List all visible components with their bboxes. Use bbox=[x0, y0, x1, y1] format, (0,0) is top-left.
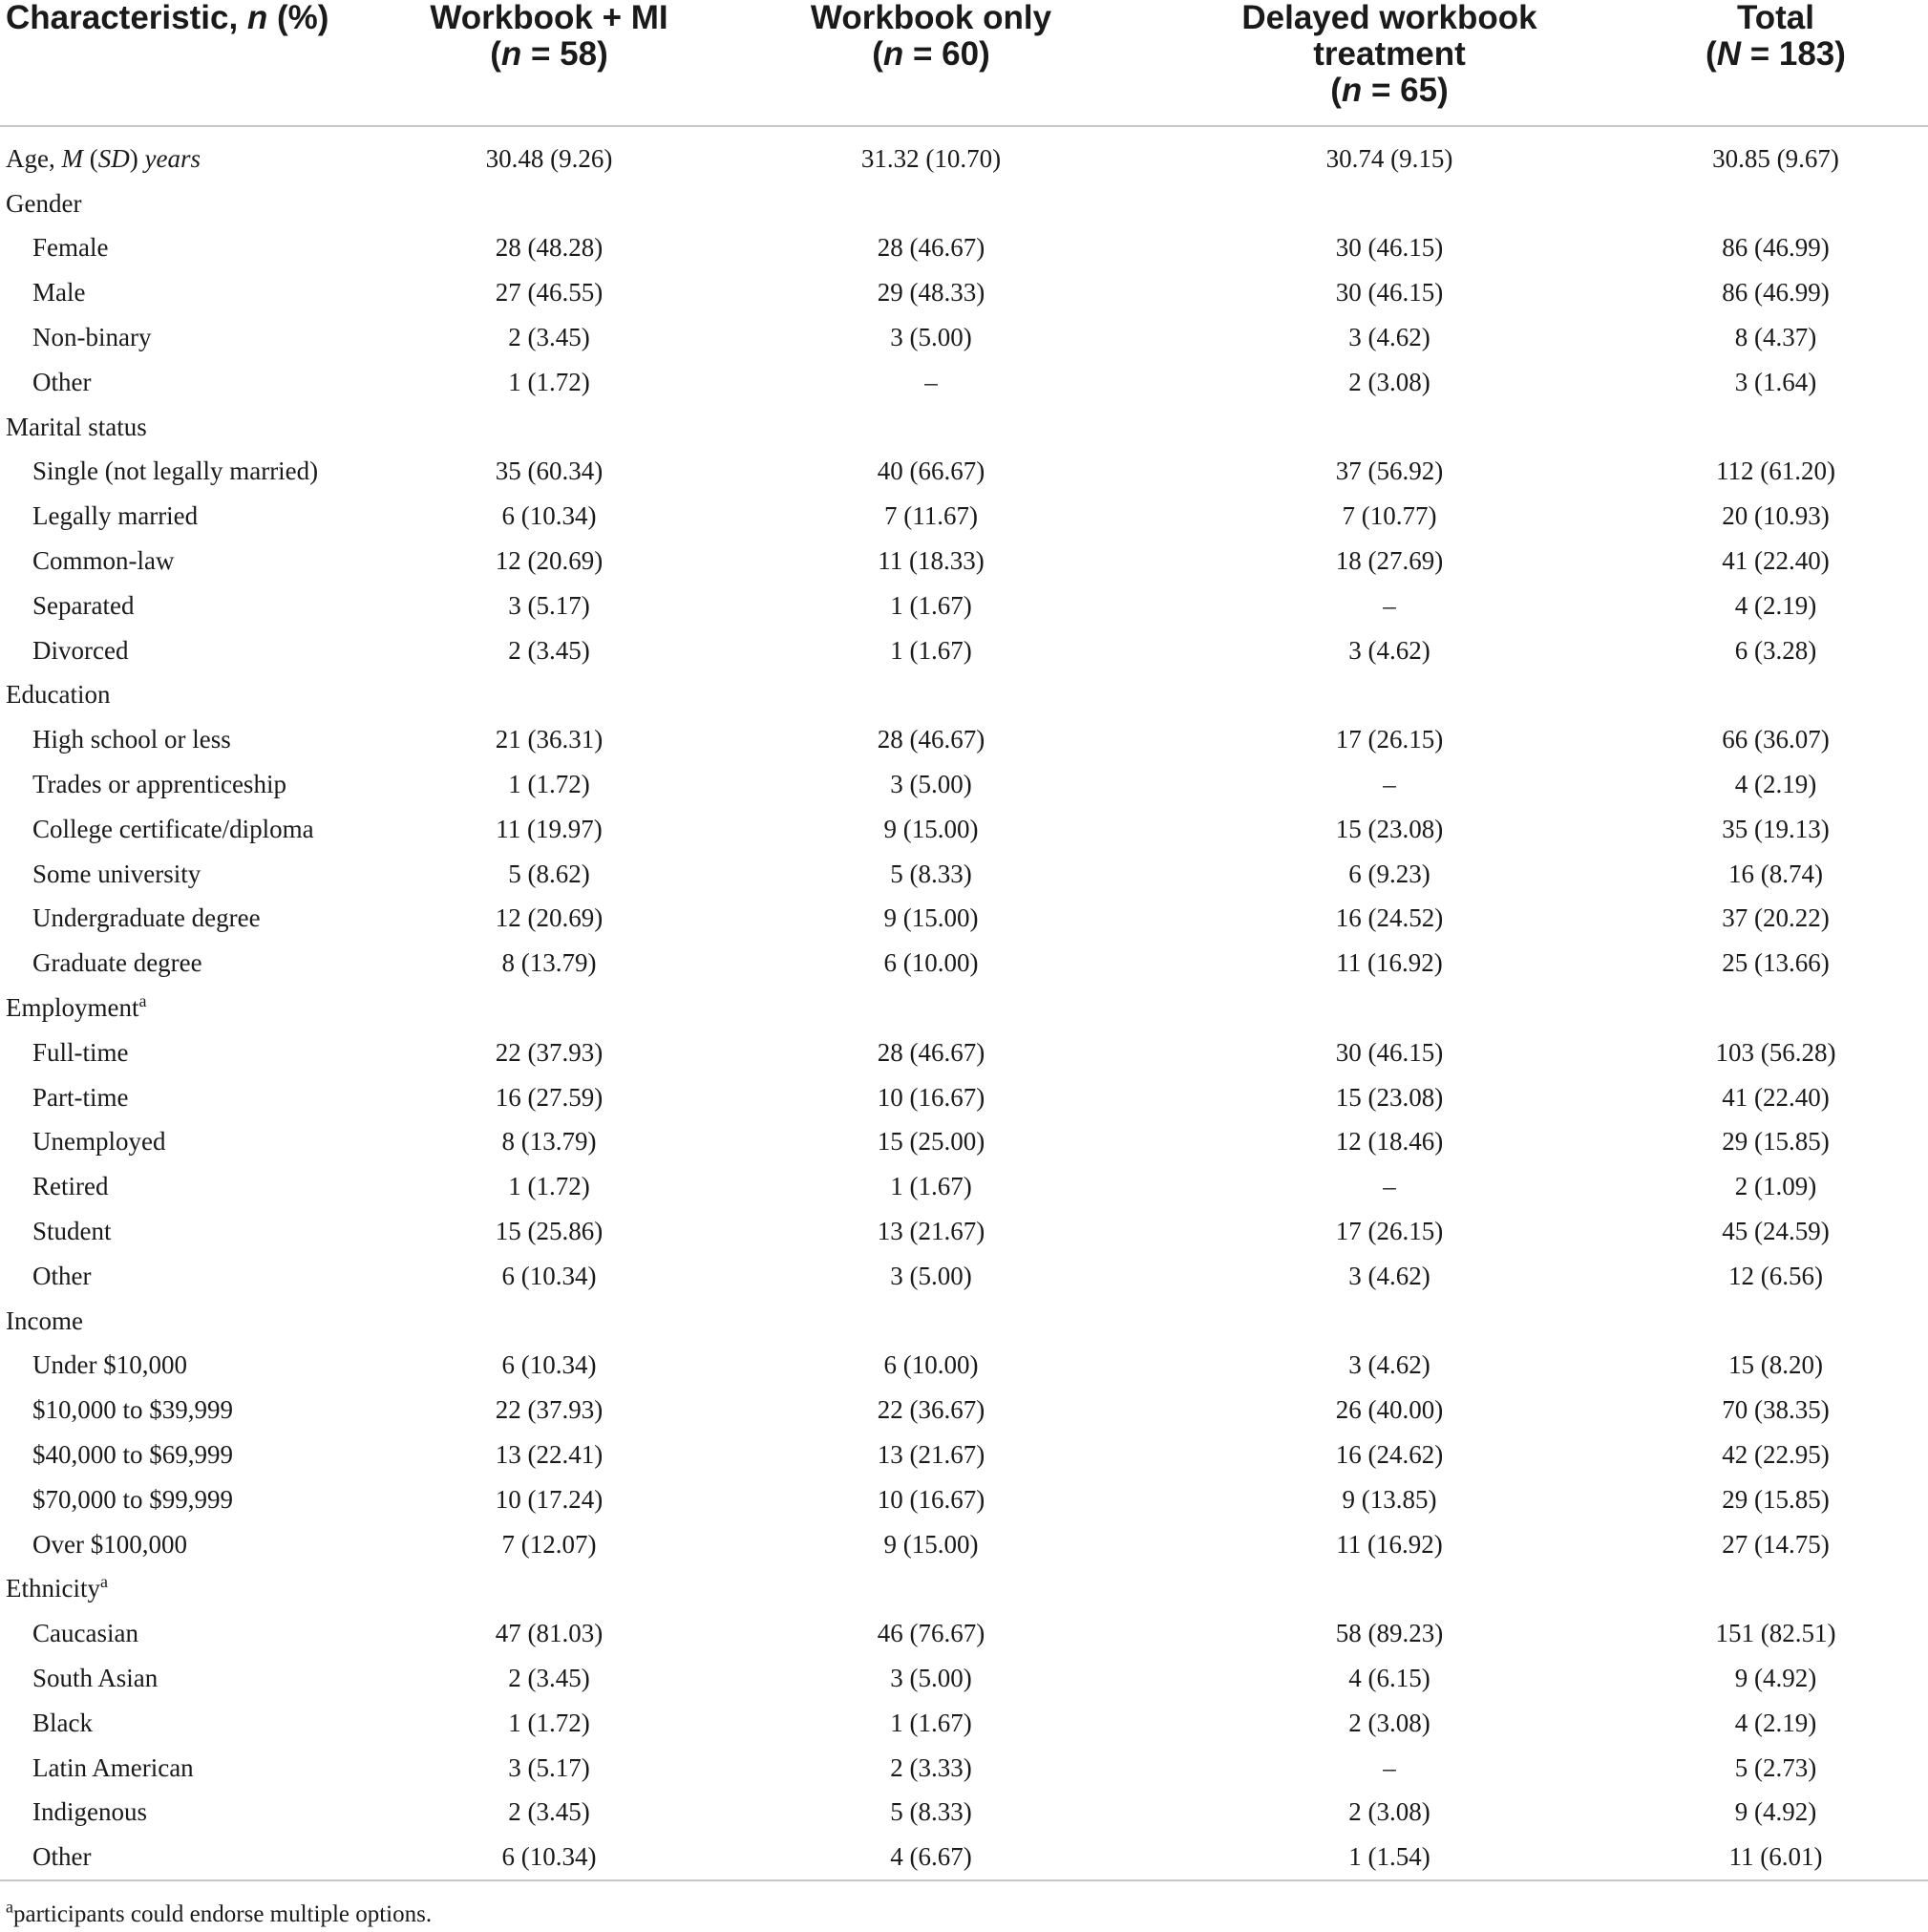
cell-col4: 35 (19.13) bbox=[1722, 814, 1830, 843]
cell-col2 bbox=[754, 673, 1136, 718]
cell-col3: 58 (89.23) bbox=[1335, 1619, 1444, 1648]
table-row bbox=[0, 1746, 1928, 1791]
cell-col4: 86 (46.99) bbox=[1722, 278, 1830, 308]
cell-col3: 2 (3.08) bbox=[1348, 367, 1430, 396]
row-label-text: Gender bbox=[6, 188, 82, 218]
section-row-education bbox=[0, 673, 1928, 718]
row-label-text: Trades or apprenticeship bbox=[32, 770, 286, 799]
row-label bbox=[0, 270, 401, 315]
row-label bbox=[0, 126, 401, 181]
header-total bbox=[1604, 0, 1928, 126]
cell-col3: 3 (4.62) bbox=[1348, 635, 1430, 665]
cell-col4: 42 (22.95) bbox=[1722, 1440, 1830, 1469]
table-row bbox=[0, 1522, 1928, 1567]
cell-col1: 21 (36.31) bbox=[495, 725, 604, 754]
cell-col3: 1 (1.54) bbox=[1136, 1835, 1604, 1880]
row-label bbox=[0, 1433, 401, 1477]
cell-col2: 28 (46.67) bbox=[877, 1037, 985, 1067]
cell-col4: 27 (14.75) bbox=[1722, 1529, 1830, 1559]
cell-col4: 15 (8.20) bbox=[1728, 1350, 1823, 1380]
header-total-line1: Total bbox=[1736, 0, 1814, 36]
cell-col1: 35 (60.34) bbox=[495, 456, 604, 486]
cell-col1: 7 (12.07) bbox=[501, 1529, 597, 1559]
cell-col3: 30.74 (9.15) bbox=[1325, 143, 1453, 173]
header-workbook-only-line2: (n = 60) bbox=[872, 35, 990, 73]
row-label-text: Common-law bbox=[32, 546, 175, 576]
cell-col3 bbox=[1136, 1567, 1604, 1612]
table-row bbox=[0, 897, 1928, 942]
row-label-text: High school or less bbox=[32, 725, 231, 754]
cell-col3: 17 (26.15) bbox=[1335, 725, 1444, 754]
row-label bbox=[0, 584, 401, 628]
row-label bbox=[0, 807, 401, 852]
row-label bbox=[0, 1254, 401, 1299]
cell-col1: 10 (17.24) bbox=[495, 1484, 604, 1514]
cell-col1: 28 (48.28) bbox=[495, 233, 604, 263]
row-label bbox=[0, 897, 401, 942]
cell-col3: 3 (4.62) bbox=[1348, 323, 1430, 352]
row-label bbox=[0, 315, 401, 360]
cell-col2 bbox=[754, 1299, 1136, 1344]
row-label-text: Graduate degree bbox=[32, 948, 202, 978]
cell-col4 bbox=[1604, 986, 1928, 1030]
cell-col2: 10 (16.67) bbox=[877, 1082, 985, 1112]
table-row bbox=[0, 1835, 1928, 1880]
footnote-ref: a bbox=[138, 991, 147, 1011]
cell-col4: 8 (4.37) bbox=[1734, 323, 1817, 352]
cell-col1: 27 (46.55) bbox=[495, 278, 604, 308]
row-label bbox=[0, 1790, 401, 1835]
cell-col4: 12 (6.56) bbox=[1728, 1261, 1823, 1290]
cell-col1: 1 (1.72) bbox=[508, 1172, 590, 1201]
cell-col3: – bbox=[1383, 1172, 1396, 1201]
row-label-text: Some university bbox=[32, 859, 201, 888]
cell-col1 bbox=[401, 673, 754, 718]
table-row bbox=[0, 494, 1928, 539]
cell-col4 bbox=[1604, 405, 1928, 450]
cell-col1: 13 (22.41) bbox=[495, 1440, 604, 1469]
cell-col4: 30.85 (9.67) bbox=[1712, 143, 1839, 173]
row-label-text: Under $10,000 bbox=[32, 1350, 187, 1380]
row-label-text: Other bbox=[32, 367, 92, 396]
table-row bbox=[0, 717, 1928, 762]
row-label bbox=[0, 1344, 401, 1389]
cell-col1 bbox=[401, 986, 754, 1030]
header-delayed-line2: treatment bbox=[1313, 35, 1466, 73]
section-row-employment bbox=[0, 986, 1928, 1030]
cell-col2: 1 (1.67) bbox=[890, 590, 972, 620]
cell-col2: 11 (18.33) bbox=[878, 546, 985, 576]
cell-col3: – bbox=[1383, 770, 1396, 799]
cell-col4: 5 (2.73) bbox=[1734, 1752, 1817, 1782]
row-label-text: Other bbox=[32, 1261, 92, 1290]
cell-col1: 6 (10.34) bbox=[501, 1261, 597, 1290]
section-label bbox=[0, 673, 401, 718]
cell-col3: 2 (3.08) bbox=[1348, 1708, 1430, 1737]
row-label bbox=[0, 1075, 401, 1120]
cell-col2: 1 (1.67) bbox=[890, 635, 972, 665]
row-label bbox=[0, 1209, 401, 1254]
cell-col1: 6 (10.34) bbox=[501, 1350, 597, 1380]
cell-col3: 30 (46.15) bbox=[1335, 278, 1444, 308]
header-delayed-treatment bbox=[1136, 0, 1604, 126]
cell-col2: 3 (5.00) bbox=[890, 770, 972, 799]
cell-col3: 2 (3.08) bbox=[1348, 1797, 1430, 1827]
cell-col3: 15 (23.08) bbox=[1335, 1082, 1444, 1112]
row-label bbox=[0, 494, 401, 539]
cell-col1: 15 (25.86) bbox=[495, 1217, 604, 1246]
cell-col3: 3 (4.62) bbox=[1348, 1261, 1430, 1290]
cell-col3: 18 (27.69) bbox=[1335, 546, 1444, 576]
cell-col4: 3 (1.64) bbox=[1734, 367, 1817, 396]
row-label-text: South Asian bbox=[32, 1663, 159, 1692]
cell-col1: 2 (3.45) bbox=[508, 635, 590, 665]
section-row-marital-status bbox=[0, 405, 1928, 450]
row-label bbox=[0, 1388, 401, 1433]
header-workbook-only-line1: Workbook only bbox=[810, 0, 1052, 36]
cell-col1: 1 (1.72) bbox=[508, 770, 590, 799]
cell-col1 bbox=[401, 405, 754, 450]
header-workbook-mi-line1: Workbook + MI bbox=[430, 0, 668, 36]
table-row bbox=[0, 628, 1928, 673]
row-label-text: Student bbox=[32, 1217, 112, 1246]
row-label bbox=[0, 1030, 401, 1075]
cell-col4: 29 (15.85) bbox=[1722, 1484, 1830, 1514]
cell-col4: 70 (38.35) bbox=[1722, 1395, 1830, 1425]
cell-col2: 5 (8.33) bbox=[890, 1797, 972, 1827]
row-label-text: Education bbox=[6, 680, 111, 710]
table-row bbox=[0, 1433, 1928, 1477]
cell-col3: 16 (24.52) bbox=[1335, 903, 1444, 933]
cell-col1: 3 (5.17) bbox=[508, 590, 590, 620]
cell-col3: – bbox=[1383, 590, 1396, 620]
table-row bbox=[0, 852, 1928, 897]
cell-col3: 9 (13.85) bbox=[1342, 1484, 1437, 1514]
cell-col1: 6 (10.34) bbox=[401, 1835, 754, 1880]
footnote-ref: a bbox=[99, 1572, 108, 1592]
row-label bbox=[0, 1164, 401, 1209]
cell-col4: 37 (20.22) bbox=[1722, 903, 1830, 933]
cell-col2 bbox=[754, 986, 1136, 1030]
header-total-line2: (N = 183) bbox=[1706, 35, 1846, 73]
table-row bbox=[0, 1075, 1928, 1120]
cell-col2: 15 (25.00) bbox=[877, 1127, 985, 1157]
table-row bbox=[0, 1344, 1928, 1389]
cell-col3: 30 (46.15) bbox=[1335, 1037, 1444, 1067]
cell-col2: 40 (66.67) bbox=[877, 456, 985, 486]
table-row bbox=[0, 1701, 1928, 1746]
row-label bbox=[0, 1522, 401, 1567]
cell-col2: 6 (10.00) bbox=[883, 1350, 979, 1380]
row-label-text: Undergraduate degree bbox=[32, 903, 261, 933]
cell-col1: 22 (37.93) bbox=[495, 1395, 604, 1425]
row-label-text: Separated bbox=[32, 590, 135, 620]
cell-col2: 22 (36.67) bbox=[877, 1395, 985, 1425]
row-label bbox=[0, 1746, 401, 1791]
cell-col1: 16 (27.59) bbox=[495, 1082, 604, 1112]
row-label-text: Ethnicity bbox=[6, 1574, 100, 1603]
table-row bbox=[0, 1790, 1928, 1835]
cell-col2: 28 (46.67) bbox=[877, 233, 985, 263]
table-row bbox=[0, 270, 1928, 315]
row-label bbox=[0, 762, 401, 807]
row-label-text: Age, M (SD) years bbox=[6, 143, 201, 173]
cell-col4: 9 (4.92) bbox=[1734, 1663, 1817, 1692]
cell-col3: 30 (46.15) bbox=[1335, 233, 1444, 263]
cell-col3 bbox=[1136, 673, 1604, 718]
row-label bbox=[0, 450, 401, 495]
cell-col2 bbox=[754, 181, 1136, 226]
row-label-text: Other bbox=[32, 1842, 92, 1872]
cell-col3: 16 (24.62) bbox=[1335, 1440, 1444, 1469]
cell-col4: 66 (36.07) bbox=[1722, 725, 1830, 754]
footnote-marker: a bbox=[6, 1897, 13, 1917]
cell-col1: 1 (1.72) bbox=[508, 1708, 590, 1737]
cell-col2: 28 (46.67) bbox=[877, 725, 985, 754]
cell-col3: – bbox=[1383, 1752, 1396, 1782]
cell-col2 bbox=[754, 405, 1136, 450]
header-characteristic-text: Characteristic, n (%) bbox=[6, 0, 329, 36]
cell-col4: 4 (2.19) bbox=[1734, 1708, 1817, 1737]
cell-col1: 8 (13.79) bbox=[501, 948, 597, 978]
cell-col2: 1 (1.67) bbox=[890, 1708, 972, 1737]
table-row bbox=[0, 941, 1928, 986]
cell-col1: 12 (20.69) bbox=[495, 903, 604, 933]
table-row bbox=[0, 1030, 1928, 1075]
row-label-text: Unemployed bbox=[32, 1127, 166, 1157]
row-label bbox=[0, 539, 401, 584]
cell-col2: 3 (5.00) bbox=[890, 1261, 972, 1290]
cell-col1: 47 (81.03) bbox=[495, 1619, 604, 1648]
cell-col4: 86 (46.99) bbox=[1722, 233, 1830, 263]
row-label-text: Non-binary bbox=[32, 323, 152, 352]
row-label-text: Indigenous bbox=[32, 1797, 147, 1827]
cell-col3: 6 (9.23) bbox=[1348, 859, 1430, 888]
cell-col2: – bbox=[924, 367, 938, 396]
cell-col4: 20 (10.93) bbox=[1722, 501, 1830, 531]
header-workbook-mi-line2: (n = 58) bbox=[490, 35, 608, 73]
cell-col2: 31.32 (10.70) bbox=[860, 143, 1002, 173]
table-row bbox=[0, 450, 1928, 495]
row-label-text: Part-time bbox=[32, 1082, 129, 1112]
cell-col4 bbox=[1604, 1299, 1928, 1344]
cell-col1: 6 (10.34) bbox=[501, 501, 597, 531]
row-label-text: Income bbox=[6, 1306, 83, 1335]
row-label-text: $70,000 to $99,999 bbox=[32, 1484, 234, 1514]
cell-col2: 10 (16.67) bbox=[877, 1484, 985, 1514]
cell-col2: 9 (15.00) bbox=[883, 814, 979, 843]
cell-col3: 37 (56.92) bbox=[1335, 456, 1444, 486]
section-row-ethnicity bbox=[0, 1567, 1928, 1612]
cell-col4 bbox=[1604, 673, 1928, 718]
table-row bbox=[0, 1477, 1928, 1522]
cell-col1: 5 (8.62) bbox=[508, 859, 590, 888]
row-label-text: Single (not legally married) bbox=[32, 456, 319, 486]
header-workbook-mi bbox=[401, 0, 754, 126]
row-label-text: Retired bbox=[32, 1172, 109, 1201]
row-label bbox=[0, 1835, 401, 1880]
cell-col4: 151 (82.51) bbox=[1715, 1619, 1836, 1648]
cell-col3: 3 (4.62) bbox=[1348, 1350, 1430, 1380]
row-label-text: Legally married bbox=[32, 501, 199, 531]
cell-col4: 112 (61.20) bbox=[1716, 456, 1835, 486]
row-label-text: Over $100,000 bbox=[32, 1529, 187, 1559]
cell-col4: 25 (13.66) bbox=[1722, 948, 1830, 978]
row-label-text: Black bbox=[32, 1708, 93, 1737]
cell-col1: 8 (13.79) bbox=[501, 1127, 597, 1157]
cell-col1: 2 (3.45) bbox=[508, 323, 590, 352]
header-row bbox=[0, 0, 1928, 126]
cell-col4: 4 (2.19) bbox=[1734, 590, 1817, 620]
table-row bbox=[0, 762, 1928, 807]
cell-col1: 12 (20.69) bbox=[495, 546, 604, 576]
row-label-text: $10,000 to $39,999 bbox=[32, 1395, 234, 1425]
cell-col2: 29 (48.33) bbox=[877, 278, 985, 308]
cell-col4: 6 (3.28) bbox=[1734, 635, 1817, 665]
cell-col2: 7 (11.67) bbox=[884, 501, 978, 531]
header-workbook-only bbox=[754, 0, 1136, 126]
cell-col4: 29 (15.85) bbox=[1722, 1127, 1830, 1157]
cell-col3 bbox=[1136, 1299, 1604, 1344]
cell-col2: 4 (6.67) bbox=[754, 1835, 1136, 1880]
table-row bbox=[0, 1120, 1928, 1165]
table-row bbox=[0, 126, 1928, 181]
table-row bbox=[0, 360, 1928, 405]
section-row-gender bbox=[0, 181, 1928, 226]
cell-col4: 11 (6.01) bbox=[1604, 1835, 1928, 1880]
cell-col3: 4 (6.15) bbox=[1348, 1663, 1430, 1692]
cell-col1: 2 (3.45) bbox=[508, 1797, 590, 1827]
cell-col1 bbox=[401, 1299, 754, 1344]
table-row bbox=[0, 584, 1928, 628]
cell-col1: 1 (1.72) bbox=[508, 367, 590, 396]
row-label bbox=[0, 1701, 401, 1746]
cell-col3: 11 (16.92) bbox=[1336, 948, 1443, 978]
table-row bbox=[0, 226, 1928, 271]
cell-col1 bbox=[401, 181, 754, 226]
cell-col1 bbox=[401, 1567, 754, 1612]
cell-col1: 2 (3.45) bbox=[508, 1663, 590, 1692]
table-row bbox=[0, 315, 1928, 360]
table-row bbox=[0, 1611, 1928, 1656]
cell-col2: 3 (5.00) bbox=[890, 1663, 972, 1692]
table-row bbox=[0, 539, 1928, 584]
row-label bbox=[0, 1611, 401, 1656]
row-label-text: Employment bbox=[6, 993, 139, 1023]
table-row bbox=[0, 1388, 1928, 1433]
cell-col4: 45 (24.59) bbox=[1722, 1217, 1830, 1246]
table-body bbox=[0, 126, 1928, 1880]
cell-col2: 9 (15.00) bbox=[883, 903, 979, 933]
row-label bbox=[0, 1656, 401, 1701]
cell-col4 bbox=[1604, 181, 1928, 226]
cell-col3: 15 (23.08) bbox=[1335, 814, 1444, 843]
row-label bbox=[0, 226, 401, 271]
section-row-income bbox=[0, 1299, 1928, 1344]
cell-col4: 103 (56.28) bbox=[1715, 1037, 1836, 1067]
cell-col3: 26 (40.00) bbox=[1335, 1395, 1444, 1425]
footnote-text: participants could endorse multiple options. bbox=[13, 1901, 433, 1927]
section-label bbox=[0, 181, 401, 226]
cell-col4: 41 (22.40) bbox=[1722, 1082, 1830, 1112]
cell-col2 bbox=[754, 1567, 1136, 1612]
section-label bbox=[0, 1567, 401, 1612]
cell-col1: 30.48 (9.26) bbox=[485, 143, 613, 173]
row-label-text: Marital status bbox=[6, 412, 147, 441]
cell-col3: 12 (18.46) bbox=[1335, 1127, 1444, 1157]
row-label-text: Latin American bbox=[32, 1752, 194, 1782]
table-row bbox=[0, 1656, 1928, 1701]
row-label bbox=[0, 852, 401, 897]
cell-col2: 6 (10.00) bbox=[883, 948, 979, 978]
cell-col4 bbox=[1604, 1567, 1928, 1612]
cell-col2: 5 (8.33) bbox=[890, 859, 972, 888]
section-label bbox=[0, 986, 401, 1030]
row-label bbox=[0, 360, 401, 405]
row-label-text: Female bbox=[32, 233, 109, 263]
cell-col2: 2 (3.33) bbox=[890, 1752, 972, 1782]
cell-col2: 1 (1.67) bbox=[890, 1172, 972, 1201]
cell-col3: 7 (10.77) bbox=[1342, 501, 1437, 531]
cell-col4: 16 (8.74) bbox=[1728, 859, 1823, 888]
row-label-text: Divorced bbox=[32, 635, 129, 665]
cell-col2: 46 (76.67) bbox=[877, 1619, 985, 1648]
section-label bbox=[0, 1299, 401, 1344]
cell-col1: 22 (37.93) bbox=[495, 1037, 604, 1067]
header-delayed-line1: Delayed workbook bbox=[1241, 0, 1537, 36]
table-row bbox=[0, 807, 1928, 852]
cell-col3: 11 (16.92) bbox=[1336, 1529, 1443, 1559]
cell-col4: 41 (22.40) bbox=[1722, 546, 1830, 576]
row-label bbox=[0, 941, 401, 986]
cell-col2: 13 (21.67) bbox=[877, 1217, 985, 1246]
cell-col3: 17 (26.15) bbox=[1335, 1217, 1444, 1246]
row-label-text: $40,000 to $69,999 bbox=[32, 1440, 234, 1469]
table-footnote bbox=[6, 1897, 433, 1929]
cell-col3 bbox=[1136, 986, 1604, 1030]
row-label-text: Caucasian bbox=[32, 1619, 138, 1648]
cell-col2: 13 (21.67) bbox=[877, 1440, 985, 1469]
row-label bbox=[0, 717, 401, 762]
cell-col4: 2 (1.09) bbox=[1734, 1172, 1817, 1201]
row-label-text: Male bbox=[32, 278, 86, 308]
cell-col1: 3 (5.17) bbox=[508, 1752, 590, 1782]
table-row bbox=[0, 1164, 1928, 1209]
cell-col4: 9 (4.92) bbox=[1734, 1797, 1817, 1827]
cell-col3 bbox=[1136, 405, 1604, 450]
table-row bbox=[0, 1254, 1928, 1299]
row-label bbox=[0, 1477, 401, 1522]
header-delayed-line3: (n = 65) bbox=[1330, 72, 1449, 109]
table-header bbox=[0, 0, 1928, 126]
cell-col3 bbox=[1136, 181, 1604, 226]
row-label-text: College certificate/diploma bbox=[32, 814, 314, 843]
cell-col2: 3 (5.00) bbox=[890, 323, 972, 352]
cell-col2: 9 (15.00) bbox=[883, 1529, 979, 1559]
table-row bbox=[0, 1209, 1928, 1254]
row-label bbox=[0, 1120, 401, 1165]
row-label bbox=[0, 628, 401, 673]
cell-col1: 11 (19.97) bbox=[496, 814, 603, 843]
section-label bbox=[0, 405, 401, 450]
cell-col4: 4 (2.19) bbox=[1734, 770, 1817, 799]
header-characteristic bbox=[0, 0, 401, 126]
row-label-text: Full-time bbox=[32, 1037, 129, 1067]
